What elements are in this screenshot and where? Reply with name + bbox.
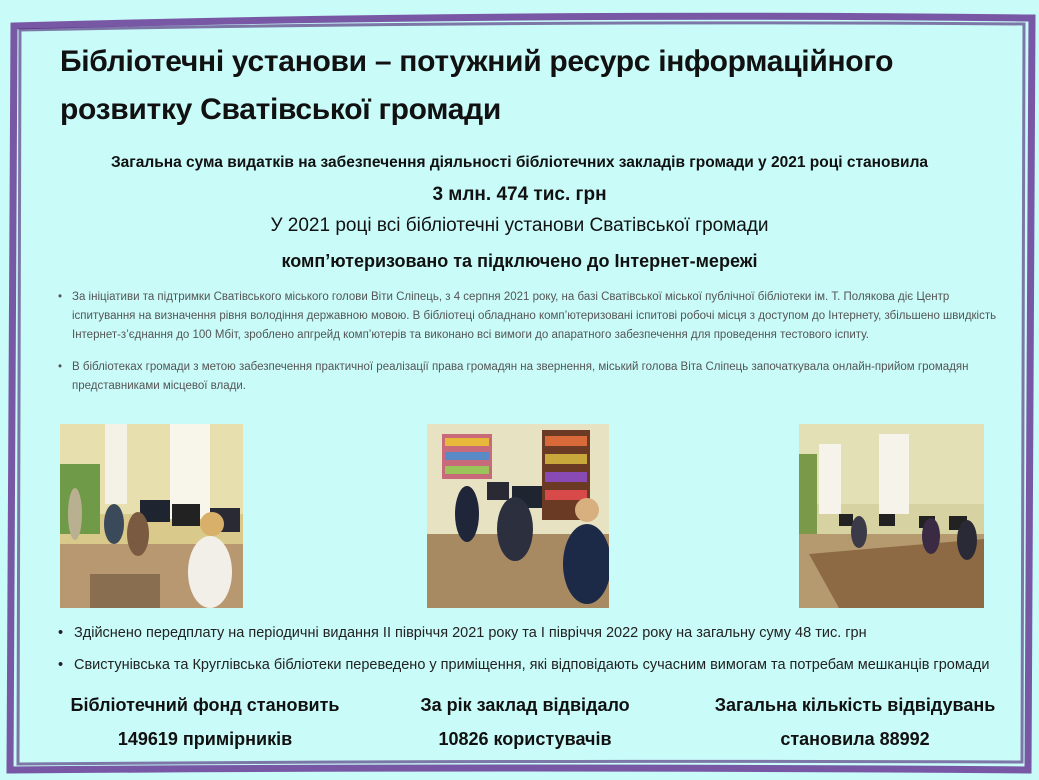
bottom-bullet-list <box>58 623 1028 687</box>
stat-users <box>370 688 680 756</box>
library-photo-1 <box>60 424 243 608</box>
bullet-icon: • <box>58 625 64 641</box>
bullet-icon: • <box>58 657 64 673</box>
list-item <box>58 288 1008 345</box>
computerization-line-1: У 2021 році всі бібліотечні установи Сватівської громади <box>270 215 769 236</box>
stat-value: становила 88992 <box>780 729 930 749</box>
stat-label: За рік заклад відвідало <box>420 695 630 715</box>
computerization-line-2: комп’ютеризовано та підключено до Інтернет-мережі <box>281 251 758 271</box>
list-item-text: Здійснено передплату на періодичні видання ІІ півріччя 2021 року та І півріччя 2022 року на загальну суму 48 тис. грн <box>74 625 867 641</box>
list-item-text: За ініціативи та підтримки Сватівського міського голови Віти Сліпець, з 4 серпня 2021 року, на базі Сватівської міської публічної бібліотеки ім. Т. Полякова діє Центр іспитування на визначення рівня володіння державною мовою. В бібліотеці обладнано комп’ютеризовані іспитові робочі місця з доступом до Інтернету, збільшено швидкість Інтернет-з’єднання до 100 Мбіт, зроблено апгрейд комп’ютерів та виконано всі вимоги до апаратного забезпечення для проведення тестового іспиту. <box>72 291 997 341</box>
list-item-text: В бібліотеках громади з метою забезпечення практичної реалізації права громадян на звернення, міський голова Віта Сліпець започаткувала онлайн-прийом громадян представниками місцевої влади. <box>72 361 969 392</box>
stat-value: 10826 користувачів <box>438 729 612 749</box>
list-item <box>58 655 1028 675</box>
bullet-icon: • <box>58 361 63 373</box>
stat-visits <box>690 688 1020 756</box>
stat-label: Бібліотечний фонд становить <box>70 695 340 715</box>
bullet-icon: • <box>58 291 63 303</box>
list-item <box>58 623 1028 643</box>
page-title: Бібліотечні установи – потужний ресурс інформаційного розвитку Сватівської громади <box>60 45 894 126</box>
library-photo-3 <box>799 424 984 608</box>
list-item <box>58 358 1008 396</box>
expenses-text: Загальна сума видатків на забезпечення діяльності бібліотечних закладів громади у 2021 році становила <box>110 154 929 171</box>
stat-label: Загальна кількість відвідувань <box>714 695 996 715</box>
stat-value: 149619 примірників <box>117 729 293 749</box>
expenses-amount: 3 млн. 474 тис. грн <box>432 184 607 205</box>
list-item-text: Свистунівська та Круглівська бібліотеки переведено у приміщення, які відповідають сучасним вимогам та потребам мешканців громади <box>74 657 990 673</box>
stat-library-fund <box>40 688 370 756</box>
library-photo-2 <box>427 424 609 608</box>
top-bullet-list <box>58 288 1008 409</box>
